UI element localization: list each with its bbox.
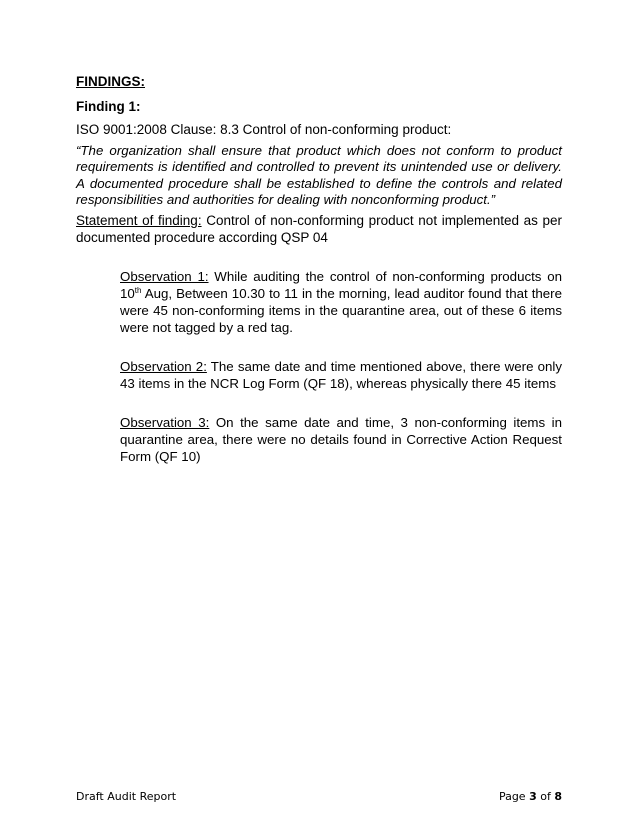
footer-title: Draft Audit Report bbox=[76, 790, 177, 803]
finding-title: Finding 1: bbox=[76, 99, 141, 114]
statement-of-finding bbox=[76, 212, 562, 246]
observation-2-text: The same date and time mentioned above, there were only 43 items in the NCR Log Form (QF 18), whereas physically there 45 items bbox=[120, 359, 562, 391]
page-current: 3 bbox=[529, 790, 537, 803]
footer-page-number bbox=[499, 790, 562, 803]
page-of: of bbox=[536, 790, 555, 803]
clause-reference: ISO 9001:2008 Clause: 8.3 Control of non-conforming product: bbox=[76, 122, 452, 137]
page-prefix: Page bbox=[498, 790, 530, 803]
page-total: 8 bbox=[554, 790, 562, 803]
statement-label: Statement of finding: bbox=[76, 213, 202, 228]
observation-2 bbox=[120, 358, 562, 392]
observation-3 bbox=[120, 414, 562, 465]
observation-1-label: Observation 1: bbox=[120, 269, 209, 284]
clause-quote: “The organization shall ensure that product which does not conform to product requirements is identified and controlled to prevent its unintended use or delivery. A documented procedure shall be established to define the controls and related responsibilities and authorities for dealing with nonconforming product.” bbox=[76, 143, 562, 208]
observation-1-text-a: While auditing the control of non-conforming products on 10 bbox=[120, 269, 562, 301]
observation-3-text: On the same date and time, 3 non-conforming items in quarantine area, there were no details found in Corrective Action Request Form (QF 10) bbox=[120, 415, 562, 464]
observation-1-sup: th bbox=[134, 286, 142, 295]
observation-1 bbox=[120, 268, 562, 336]
observation-3-label: Observation 3: bbox=[120, 415, 210, 430]
observation-2-label: Observation 2: bbox=[120, 359, 207, 374]
findings-heading: FINDINGS: bbox=[76, 74, 145, 89]
statement-text: Control of non-conforming product not implemented as per documented procedure according QSP 04 bbox=[76, 213, 562, 245]
observation-1-text-b: Aug, Between 10.30 to 11 in the morning, lead auditor found that there were 45 non-conforming items in the quarantine area, out of these 6 items were not tagged by a red tag. bbox=[120, 286, 562, 335]
